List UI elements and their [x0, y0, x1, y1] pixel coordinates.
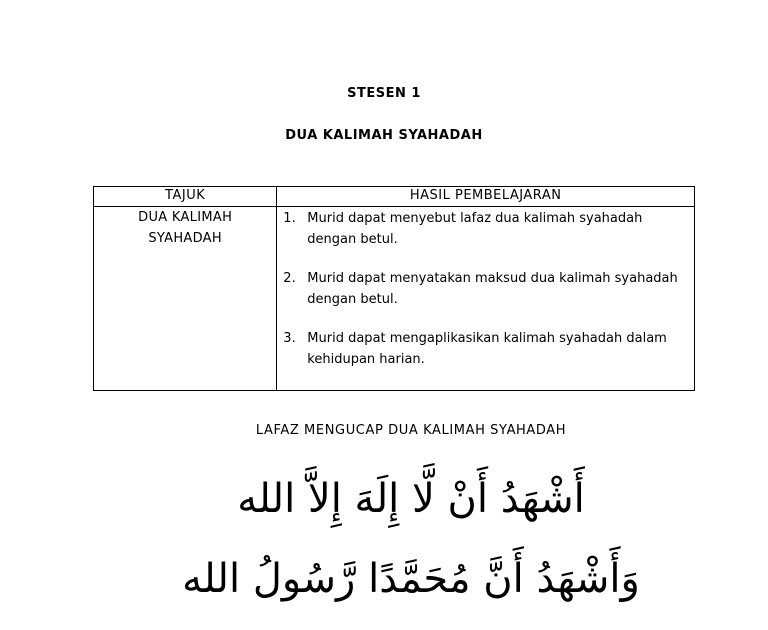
outcome-number: 2.: [283, 271, 296, 286]
outcome-text: Murid dapat menyatakan maksud dua kalimah syahadah dengan betul.: [307, 271, 678, 307]
outcome-number: 1.: [283, 211, 296, 226]
outcome-item: [283, 328, 692, 370]
learning-outcomes-table: [93, 186, 695, 391]
outcomes-cell: [277, 207, 695, 391]
outcome-item: [283, 208, 692, 250]
outcome-text: Murid dapat menyebut lafaz dua kalimah syahadah dengan betul.: [307, 211, 643, 247]
tajuk-line: DUA KALIMAH: [138, 210, 233, 225]
outcome-item: [283, 268, 692, 310]
tajuk-cell: [94, 207, 277, 391]
table-header-row: [94, 187, 695, 207]
table-row: [94, 207, 695, 391]
arabic-line-1: أَشْهَدُ أَنْ لَّا إِلَهَ إِلاَّ الله: [237, 476, 585, 522]
station-title: STESEN 1: [347, 86, 421, 101]
arabic-line-2: وَأَشْهَدُ أَنَّ مُحَمَّدًا رَّسُولُ الله: [182, 556, 640, 602]
outcome-number: 3.: [283, 331, 296, 346]
tajuk-line: SYAHADAH: [148, 231, 222, 246]
outcome-text: Murid dapat mengaplikasikan kalimah syahadah dalam kehidupan harian.: [307, 331, 667, 367]
outcomes-list: [283, 208, 692, 370]
lafaz-title: LAFAZ MENGUCAP DUA KALIMAH SYAHADAH: [255, 423, 567, 438]
header-tajuk: TAJUK: [94, 187, 277, 207]
header-hasil-pembelajaran: HASIL PEMBELAJARAN: [277, 187, 695, 207]
topic-title: DUA KALIMAH SYAHADAH: [285, 128, 483, 143]
